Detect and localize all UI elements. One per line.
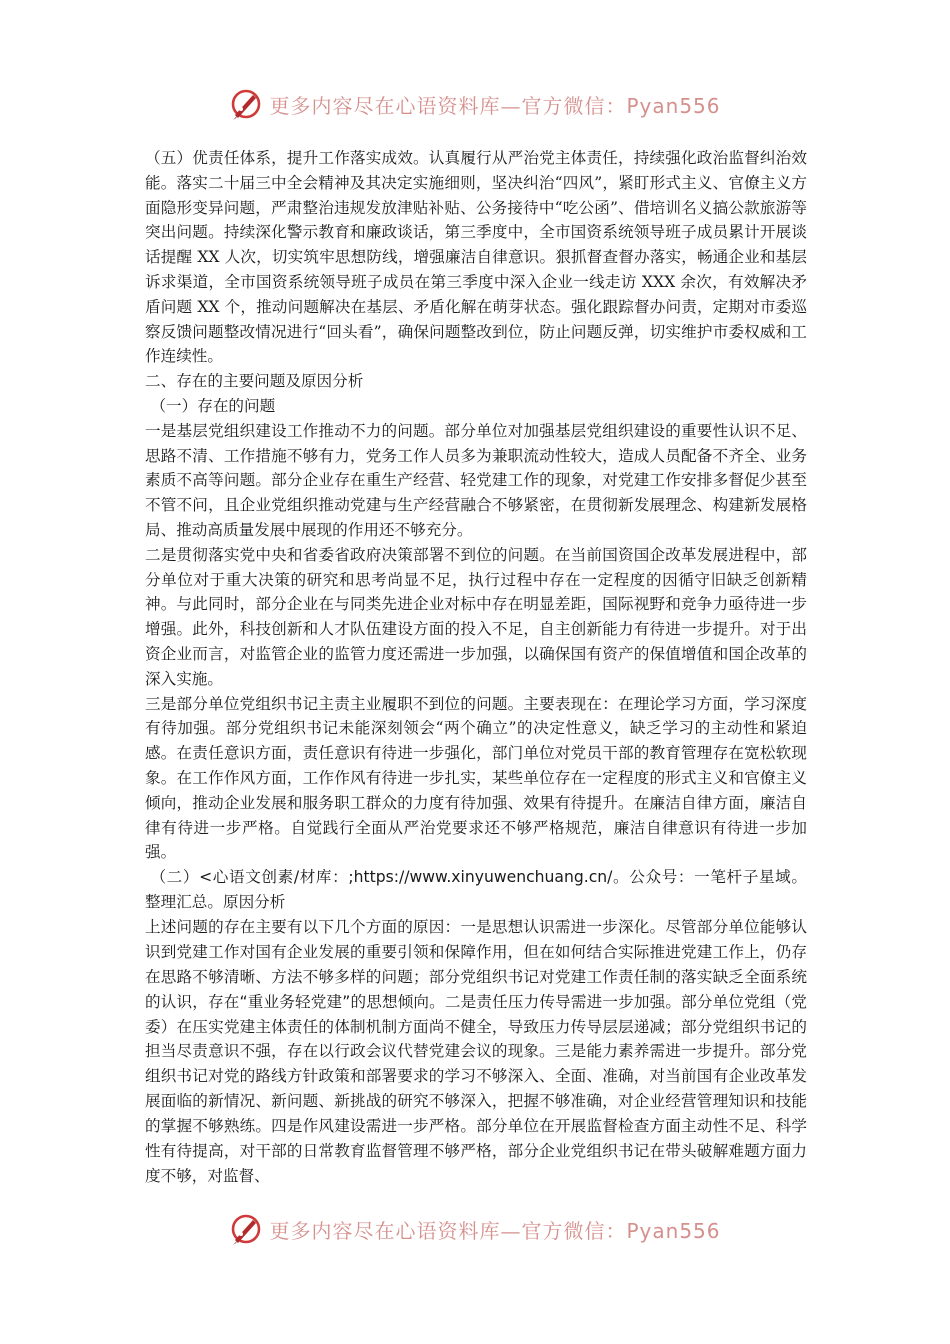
paragraph-causes: 上述问题的存在主要有以下几个方面的原因：一是思想认识需进一步深化。尽管部分单位能够认识到党建工作对国有企业发展的重要引领和保障作用，但在如何结合实际推进党建工作上，仍存在思路不够清晰、方法不够多样的问题；部分党组织书记对党建工作责任制的落实缺乏全面系统的认识，存在“重业务轻党建”的思想倾向。二是责任压力传导需进一步加强。部分单位党组（党委）在压实党建主体责任的体制机制方面尚不健全，导致压力传导层层递减；部分党组织书记的担当尽责意识不强，存在以行政会议代替党建会议的现象。三是能力素养需进一步提升。部分党组织书记对党的路线方针政策和部署要求的学习不够深入、全面、准确，对当前国有企业改革发展面临的新情况、新问题、新挑战的研究不够深入，把握不够准确，对企业经营管理知识和技能的掌握不够熟练。四是作风建设需进一步严格。部分单位在开展监督检查方面主动性不足、科学性有待提高，对干部的日常教育监督管理不够严格，部分企业党组织书记在带头破解难题方面力度不够，对监督、 [145, 917, 807, 1185]
watermark-text: 更多内容尽在心语资料库—官方微信：Pyan556 [269, 93, 721, 118]
heading-problems-and-causes: 二、存在的主要问题及原因分析 [145, 372, 364, 391]
header-watermark [0, 84, 950, 124]
document-body [145, 146, 807, 1189]
footer-watermark [0, 1209, 950, 1249]
paragraph-problem-two: 二是贯彻落实党中央和省委省政府决策部署不到位的问题。在当前国资国企改革发展进程中，部分单位对于重大决策的研究和思考尚显不足，执行过程中存在一定程度的因循守旧缺乏创新精神。与此同时，部分企业在与同类先进企业对标中存在明显差距，国际视野和竞争力亟待进一步增强。此外，科技创新和人才队伍建设方面的投入不足，自主创新能力有待进一步提升。对于出资企业而言，对监管企业的监管力度还需进一步加强，以确保国有资产的保值增值和国企改革的深入实施。 [145, 545, 807, 688]
subheading-existing-problems: （一）存在的问题 [150, 396, 276, 415]
paragraph-problem-three: 三是部分单位党组织书记主责主业履职不到位的问题。主要表现在：在理论学习方面，学习深度有待加强。部分党组织书记未能深刻领会“两个确立”的决定性意义，缺乏学习的主动性和紧迫感。在责任意识方面，责任意识有待进一步强化，部门单位对党员干部的教育管理存在宽松软现象。在工作作风方面，工作作风有待进一步扎实，某些单位存在一定程度的形式主义和官僚主义倾向，推动企业发展和服务职工群众的力度有待加强、效果有待提升。在廉洁自律方面，廉洁自律有待进一步严格。自觉践行全面从严治党要求还不够严格规范，廉洁自律意识有待进一步加强。 [145, 694, 807, 862]
pen-logo-icon [229, 87, 263, 121]
pen-logo-icon [229, 1212, 263, 1246]
watermark-wechat-id: Pyan556 [626, 1218, 721, 1243]
paragraph-problem-one: 一是基层党组织建设工作推动不力的问题。部分单位对加强基层党组织建设的重要性认识不足、思路不清、工作措施不够有力，党务工作人员多为兼职流动性较大，造成人员配备不齐全、业务素质不高等问题。部分企业存在重生产经营、轻党建工作的现象，对党建工作安排多督促少甚至不管不问，且企业党组织推动党建与生产经营融合不够紧密，在贯彻新发展理念、构建新发展格局、推动高质量发展中展现的作用还不够充分。 [145, 421, 807, 539]
watermark-text: 更多内容尽在心语资料库—官方微信：Pyan556 [269, 1218, 721, 1243]
watermark-wechat-id: Pyan556 [626, 93, 721, 118]
paragraph-section-five: （五）优责任体系，提升工作落实成效。认真履行从严治党主体责任，持续强化政治监督纠治效能。落实二十届三中全会精神及其决定实施细则，坚决纠治“四风”，紧盯形式主义、官僚主义方面隐形变异问题，严肃整治违规发放津贴补贴、公务接待中“吃公函”、借培训名义搞公款旅游等突出问题。持续深化警示教育和廉政谈话，第三季度中，全市国资系统领导班子成员累计开展谈话提醒 XX 人次，切实筑牢思想防线，增强廉洁自律意识。狠抓督查督办落实，畅通企业和基层诉求渠道，全市国资系统领导班子成员在第三季度中深入企业一线走访 XXX 余次，有效解决矛盾问题 XX 个，推动问题解决在基层、矛盾化解在萌芽状态。强化跟踪督办问责，定期对市委巡察反馈问题整改情况进行“回头看”，确保问题整改到位，防止问题反弹，切实维护市委权威和工作连续性。 [145, 149, 807, 366]
subheading-cause-analysis: （二）<心语文创素/材库：;https://www.xinyuwenchuang.cn/。公众号：一笔杆子星域。整理汇总。原因分析 [145, 868, 807, 912]
